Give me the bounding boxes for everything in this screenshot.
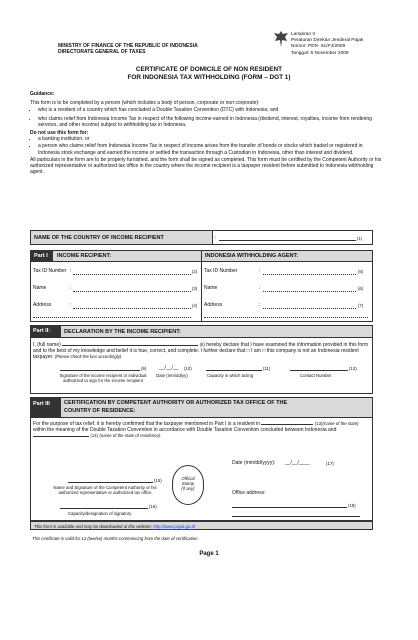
certification-paragraph <box>33 421 369 440</box>
option-i-am-label: I am <box>251 348 261 355</box>
guidance-section <box>30 91 384 175</box>
country-colon: : <box>215 235 217 241</box>
capacity-caption: Capacity in which acting <box>207 373 254 378</box>
authority-capacity-input[interactable] <box>60 508 148 509</box>
income-recipient-heading: INCOME RECIPIENT: <box>57 253 112 259</box>
form-title-line-2: FOR INDONESIA TAX WITHHOLDING (FORM – DGT 1) <box>127 74 291 81</box>
contact-number-input[interactable] <box>290 370 348 371</box>
recipient-signature-caption-2: authorized to sign for the income recipient <box>63 378 143 384</box>
guidance-not-bullet: • a person who claims relief from Indonesia Income Tax in respect of income arises from the transfer of bonds or stocks which traded or registered in Indonesia stock exchange and earned the income or settled the transaction through a Custodian in Indonesia, other than interest and dividend. <box>38 143 384 155</box>
regulation-label: Peraturan Direktur Jenderal Pajak <box>291 38 364 44</box>
agent-name-input[interactable] <box>263 291 356 292</box>
country-input[interactable] <box>219 240 356 241</box>
regulation-date: Tanggal: 5 November 2009 <box>291 50 349 56</box>
regulation-number: Nomor: PER- 61/PJ/2009 <box>291 44 346 50</box>
withholding-agent-heading-cell <box>201 250 373 262</box>
state-note: (name of the state) <box>322 421 359 426</box>
recipient-name-number: (3) <box>192 286 198 291</box>
country-label-cell <box>30 230 213 245</box>
guidance-intro: This form is to be completed by a person (which includes a body of person, corporate or non corporate): <box>30 100 260 107</box>
declaration-date-number: (10) <box>184 366 192 371</box>
recipient-name-input[interactable] <box>73 291 191 292</box>
recipient-address-number: (4) <box>192 303 198 308</box>
state-input[interactable] <box>261 424 313 425</box>
agent-tax-id-number: (5) <box>358 269 364 274</box>
part-3-tag: Part III <box>33 401 50 407</box>
residence-state-number: (14) <box>90 433 99 439</box>
agent-address-colon: : <box>259 302 261 308</box>
declaration-prefix: I, (full name) <box>33 342 61 348</box>
part-2-heading: DECLARATION BY THE INCOME RECIPIENT: <box>64 329 181 335</box>
office-address-input[interactable] <box>232 507 347 508</box>
country-field-number: (1) <box>357 236 363 241</box>
authority-capacity-caption: Capacity/designation of signatory <box>68 511 132 516</box>
recipient-signature-caption-1: Signature of the income recipient or individual <box>59 373 147 378</box>
full-name-input[interactable] <box>62 345 198 346</box>
official-stamp-label-3: (if any) <box>181 486 195 492</box>
recipient-signature-caption <box>58 373 148 383</box>
recipient-tax-id-number: (2) <box>192 269 198 274</box>
form-title-line-1: CERTIFICATE OF DOMICILE OF NON RESIDENT <box>135 66 283 73</box>
recipient-signature-input[interactable] <box>60 370 140 371</box>
country-field-cell <box>213 230 373 245</box>
guidance-bullets <box>30 107 384 128</box>
page-number: Page 1 <box>199 551 219 557</box>
part-3-heading-line-1: CERTIFICATION BY COMPETENT AUTHORITY OR AUTHORIZED TAX OFFICE OF THE <box>64 400 288 406</box>
recipient-address-input[interactable] <box>73 308 191 309</box>
contact-number-index: (12) <box>349 366 357 371</box>
agent-address-input[interactable] <box>263 308 356 309</box>
guidance-not-bullets <box>30 136 384 156</box>
recipient-address-label: Address <box>33 302 52 308</box>
authority-signature-caption <box>40 485 170 495</box>
residence-state-note: (name of the state of residence). <box>99 433 162 439</box>
part-1-tag-cell <box>30 250 53 262</box>
ministry-block <box>58 43 198 55</box>
part-3-heading <box>64 400 370 415</box>
declaration-date-field[interactable]: __/__/__ <box>159 365 179 371</box>
declaration-text: hereby declare that I have examined the information provided in this form and to the best of my knowledge and belief it is true, correct, and complete. I further declare that <box>33 342 368 355</box>
ministry-name: MINISTRY OF FINANCE OF THE REPUBLIC OF INDONESIA <box>58 43 198 49</box>
guidance-heading: Guidance: <box>30 91 55 97</box>
recipient-tax-id-colon: : <box>70 268 72 274</box>
recipient-signature-number: (9) <box>141 366 147 371</box>
declaration-paragraph <box>33 342 369 361</box>
residence-state-input[interactable] <box>33 436 89 437</box>
option-company-label: this company is not an Indonesia resident taxpayer. <box>33 348 359 361</box>
income-recipient-heading-cell <box>53 250 201 262</box>
agent-tax-id-colon: : <box>259 268 261 274</box>
regulation-header <box>291 32 411 57</box>
declaration-date-caption: Date (mm/dd/yy) <box>156 373 188 378</box>
certification-date-label: Date (mm/dd/yyyy): <box>232 460 276 466</box>
guidance-bullet: • who claims relief from Indonesia Income Tax in respect of the following income earned in Indonesia (dividend, interest, royalties, income from rendering services, and other income) subject to withholding tax in Indonesia. <box>38 116 384 128</box>
contact-number-caption: Contact Number <box>300 373 332 378</box>
agent-name-label: Name <box>204 285 218 291</box>
agent-name-number: (6) <box>358 286 364 291</box>
form-title <box>0 66 418 82</box>
office-address-input-line-2[interactable] <box>232 516 360 517</box>
part-2-tag: Part II: <box>33 328 51 334</box>
recipient-address-colon: : <box>70 302 72 308</box>
recipient-tax-id-input[interactable] <box>73 274 191 275</box>
download-notice-text: This form is available and may be downloaded at this website: <box>34 523 152 529</box>
download-link[interactable]: http://www.pajak.go.id <box>153 523 196 529</box>
option-company-checkbox[interactable]: □ <box>262 348 266 355</box>
withholding-agent-heading: INDONESIA WITHHOLDING AGENT: <box>205 253 299 259</box>
part-1-tag: Part I <box>34 253 48 259</box>
agent-address-label: Address <box>204 302 223 308</box>
validity-note: This certificate is valid for 12 (twelve) months commencing from the date of certification. <box>32 536 199 541</box>
recipient-tax-id-label: Tax ID Number <box>33 268 67 274</box>
authority-capacity-number: (16) <box>149 504 157 509</box>
part-3-heading-cell <box>60 397 373 418</box>
country-label: NAME OF THE COUNTRY OF INCOME RECIPIENT <box>34 235 164 241</box>
certification-date-number: (17) <box>326 461 334 466</box>
certification-text-1: For the purpose of tax relief, it is hereby confirmed that the taxpayer mentioned in Part I is a resident in <box>33 421 261 427</box>
part-3-tag-cell <box>30 397 60 418</box>
agent-tax-id-label: Tax ID Number <box>204 268 238 274</box>
part-3-heading-line-2: COUNTRY OF RESIDENCE: <box>64 407 136 414</box>
garuda-emblem-icon <box>273 30 289 48</box>
agent-address-number: (7) <box>358 303 364 308</box>
office-address-number: (18) <box>348 503 356 508</box>
guidance-not-bullet: • a banking institution, or <box>38 136 384 142</box>
agent-tax-id-input[interactable] <box>263 274 356 275</box>
recipient-name-label: Name <box>33 285 47 291</box>
authority-signature-caption-2: authorized representative or authorized tax office <box>58 490 152 496</box>
part-1-divider <box>201 262 202 322</box>
authority-signature-number: (15) <box>154 478 162 483</box>
part-2-heading-cell <box>60 325 373 338</box>
capacity-number: (11) <box>263 366 271 371</box>
recipient-name-colon: : <box>70 285 72 291</box>
state-number: (13) <box>314 421 323 426</box>
certification-date-field[interactable]: __/__/____ <box>285 460 311 466</box>
agent-address-input-line-2[interactable] <box>204 317 368 318</box>
authority-signature-caption-1: Name and Signature of the Competent Authority or his <box>53 485 157 490</box>
full-name-number: (8) <box>199 342 205 347</box>
directorate-name: DIRECTORATE GENERAL OF TAXES <box>58 49 146 56</box>
office-address-label: Office address: <box>232 490 266 496</box>
check-box-note: (Please check the box accordingly) <box>54 354 122 360</box>
certification-text-2: within the meaning of the Double Taxation Convention in accordance with Double Taxation Convention concluded between Indonesia and <box>33 427 337 434</box>
official-stamp-label-1: Official <box>181 476 195 481</box>
guidance-bullet: • who is a resident of a country which has concluded a Double Taxation Convention (DTC) with Indonesia; and <box>38 107 384 113</box>
guidance-footer: All particulars in the form are to be properly furnished, and the form shall be signed as completed. This form must be certified by the Competent Authority or his authorized representative or authorized tax office in the country where the income recipient is a taxpayer resident before submitted to Indonesia withholding agent. <box>30 156 382 176</box>
download-notice <box>34 524 195 529</box>
official-stamp-area <box>172 465 204 505</box>
recipient-address-input-line-2[interactable] <box>33 317 191 318</box>
part-2-tag-cell <box>30 325 60 338</box>
option-i-am-checkbox[interactable]: □ <box>246 348 250 355</box>
official-stamp-label <box>173 476 203 492</box>
agent-name-colon: : <box>259 285 261 291</box>
authority-signature-input[interactable] <box>68 482 153 483</box>
capacity-input[interactable] <box>206 370 262 371</box>
guidance-not-heading: Do not use this form for: <box>30 130 89 137</box>
official-stamp-label-2: Stamp <box>181 481 195 487</box>
lampiran-label: Lampiran II <box>291 32 315 37</box>
download-notice-cell <box>30 521 373 530</box>
